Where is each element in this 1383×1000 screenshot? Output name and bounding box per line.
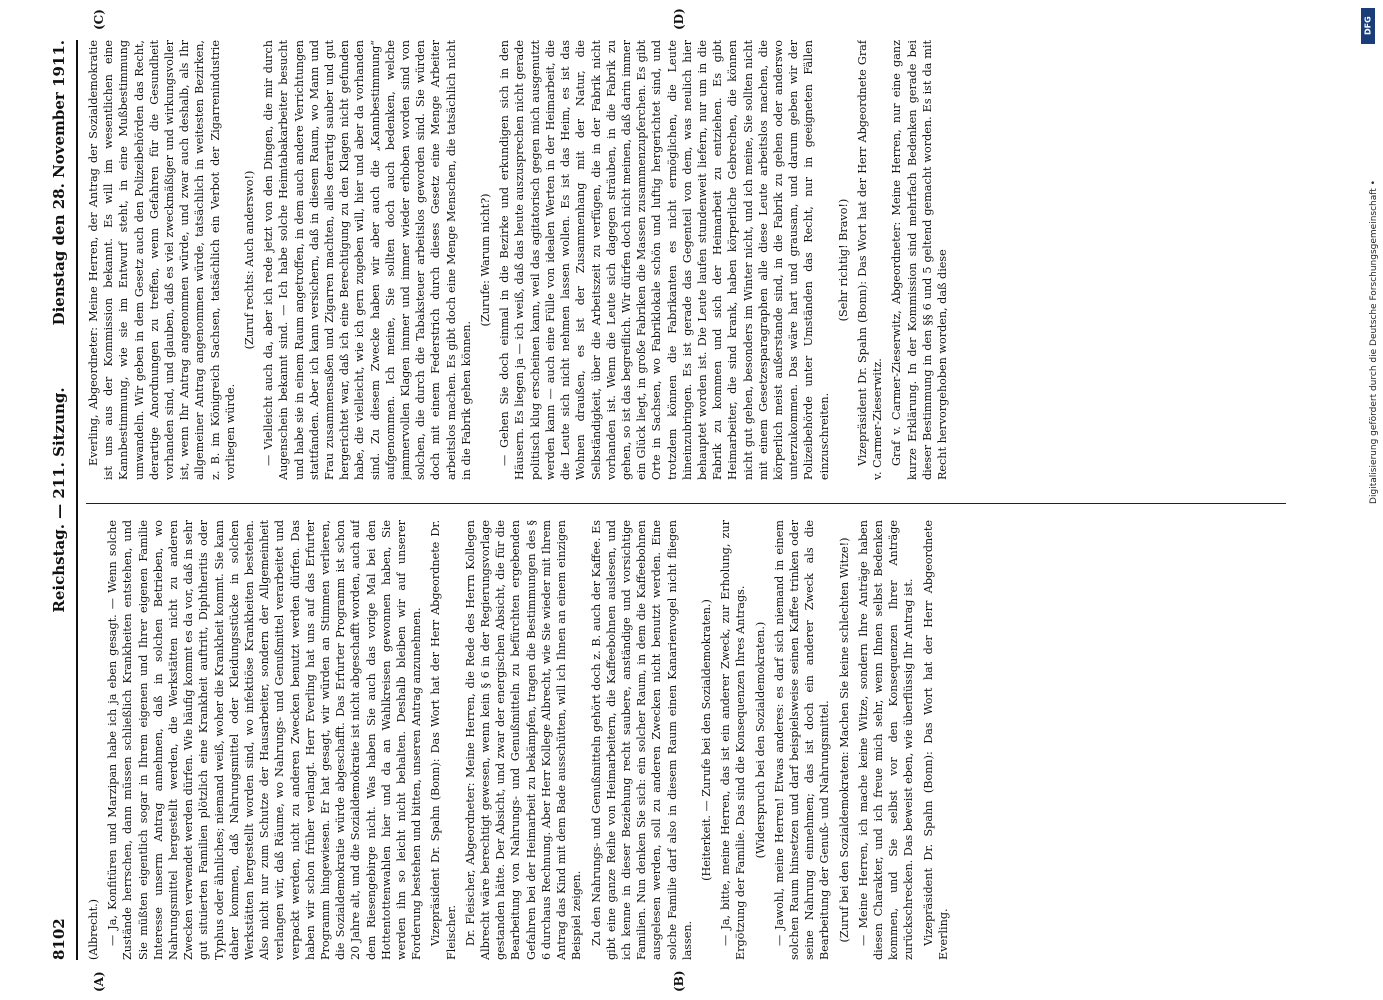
paragraph: Zu den Nahrungs- und Genußmitteln gehört doch z. B. auch der Kaffee. Es gibt eine ganze Reihe von Heimarbeitern, die Kaffeebohnen auslesen, und ich kenne in dieser Beziehung recht saubere, anständige und vorsichtige Familien. Nun denken Sie sich: ein solcher Raum, in dem die Kaffeebohnen ausgelesen werden, soll zu anderen Zwecken nicht benutzt werden. Eine solche Familie darf also in diesem Raum einen Kanarienvogel nicht fliegen lassen.	[589, 520, 694, 960]
interjection: (Zuruf bei den Sozialdemokraten: Machen Sie keine schlechten Witze!)	[837, 537, 851, 943]
interjection: (Zuruf rechts: Auch anderswo!)	[243, 170, 257, 350]
paragraph: Vizepräsident Dr. Spahn (Bonn): Das Wort hat der Herr Abgeordnete Everling.	[921, 520, 950, 960]
paragraph: — Jawohl, meine Herren! Etwas anderes: es darf sich niemand in einem solchen Raum hinsetzen und darf beispielsweise seinen Kaffee trinken oder seine Nahrung einnehmen; das ist doch ein anderer Zweck als die Bearbeitung der Genuß- und Nahrungsmittel.	[772, 520, 832, 960]
margin-mark-a: (A)	[92, 971, 106, 992]
paragraph: — Meine Herren, ich mache keine Witze, sondern Ihre Anträge haben diesen Charakter, und ich freue mich sehr, wenn Ihnen selbst Bedenken kommen, und Sie selbst vor den Konsequenzen Ihrer Anträge zurückschrecken. Das beweist eben, wie überflüssig Ihr Antrag ist.	[856, 520, 916, 960]
speaker-continuation: (Albrecht.)	[87, 898, 100, 960]
interjection: (Sehr richtig! Bravo!)	[836, 198, 850, 322]
paragraph: Graf v. Carmer-Zieserwitz, Abgeordneter: Meine Herren, nur eine ganz kurze Erklärung. In der Kommission sind mehrfach Bedenken gerade bei dieser Bestimmung in den §§ 6 und 5 geltend gemacht worden. Es ist da mit Recht hervorgehoben worden, daß diese	[890, 40, 949, 480]
page-number: 8102	[50, 918, 68, 960]
paragraph: — Gehen Sie doch einmal in die Bezirke und erkundigen sich in den Häusern. Es liegen ja — ich weiß, daß das heute auszusprechen nicht gerade politisch klug erscheinen kann, weil das agitatorisch gegen mich ausgenutzt werden kann — auch eine Fülle von idealen Werten in der Heimarbeit, die die Leute sich nicht nehmen lassen wollen. Es ist das Heim, es ist das Wohnen draußen, es ist der Zusammenhang mit der Natur, die Selbständigkeit, über die Arbeitszeit zu verfügen, die in der Fabrik nicht vorhanden ist. Wenn die Leute sich dagegen sträuben, in die Fabrik zu gehen, so ist das begreiflich. Wir dürfen doch nicht meinen, daß darin immer ein Glück liegt, in große Fabriken die Massen zusammenzupferchen. Es gibt Orte in Sachsen, wo Fabriklokale schön und luftig hergerichtet sind, und trotzdem können die Fabrikanten es nicht ermöglichen, die Leute hineinzubringen. Es ist gerade das Gegenteil von dem, was neulich hier behauptet worden ist. Die Leute laufen stundenweit liefern, nur um in die Fabrik zu kommen und sich der Heimarbeit zu entziehen. Es gibt Heimarbeiter, die sind krank, haben körperliche Gebrechen, die können nicht gut gehen, besonders im Winter nicht, und ich meine, Sie sollten nicht mit einem Gesetzesparagraphen alle diese Leute arbeitslos machen, die körperlich meist außerstande sind, in die Fabrik zu gehen oder anderswo unterzukommen. Das wäre hart und grausam, und darum geben wir der Polizeibehörde unter Umständen das Recht, nur in geeigneten Fällen einzuschreiten.	[498, 40, 831, 480]
paragraph: — Ja, bitte, meine Herren, das ist ein anderer Zweck, zur Erholung, zur Ergötzung der Familie. Das sind die Konsequenzen Ihres Antrags.	[719, 520, 748, 960]
dfg-logo: DFG	[1361, 8, 1375, 44]
margin-mark-d: (D)	[672, 8, 686, 30]
margin-mark-b: (B)	[672, 970, 686, 992]
right-column	[86, 40, 1296, 480]
interjection: (Heiterkeit. — Zurufe bei den Sozialdemokraten.)	[699, 599, 713, 881]
session-date: Dienstag den 28. November 1911.	[50, 40, 68, 326]
session-title: Reichstag. — 211. Sitzung.	[50, 387, 68, 613]
paragraph: Vizepräsident Dr. Spahn (Bonn): Das Wort hat der Herr Abgeordnete Dr. Fleischer.	[429, 520, 458, 960]
digitization-credit: Digitalisierung gefördert durch die Deutsche Forschungsgemeinschaft •	[1369, 180, 1379, 504]
paragraph: Vizepräsident Dr. Spahn (Bonn): Das Wort hat der Herr Abgeordnete Graf v. Carmer-Zieserwitz.	[855, 40, 885, 480]
page-header	[50, 40, 74, 960]
margin-mark-c: (C)	[92, 9, 106, 30]
header-rule	[76, 40, 78, 960]
paragraph: Dr. Fleischer, Abgeordneter: Meine Herren, die Rede des Herrn Kollegen Albrecht wäre berechtigt gewesen, wenn kein § 6 in der Regierungsvorlage gestanden hätte. Der Absicht, und zwar der energischen Absicht, die für die Bearbeitung von Nahrungs- und Genußmitteln zu befürchten ergebenden Gefahren bei der Heimarbeit zu bekämpfen, tragen die Bestimmungen des § 6 durchaus Rechnung. Aber Herr Kollege Albrecht, wie Sie wieder mit Ihrem Antrag das Kind mit dem Bade ausschütten, will ich Ihnen an einem einzigen Beispiel zeigen.	[463, 520, 584, 960]
interjection: (Widerspruch bei den Sozialdemokraten.)	[753, 621, 767, 859]
interjection: (Zurufe: Warum nicht?)	[479, 193, 493, 327]
paragraph: Everling, Abgeordneter: Meine Herren, der Antrag der Sozialdemokratie ist uns aus der Kommission bekannt. Es will im wesentlichen eine Kannbestimmung, wie sie im Entwurf steht, in eine Mußbestimmung umwandeln. Wir geben in dem Gesetz auch den Polizeibehörden das Recht, derartige Anordnungen zu treffen, wenn Gefahren für die Gesundheit vorhanden sind, und glauben, daß es viel zweckmäßiger und wirkungsvoller ist, wenn Ihr Antrag angenommen würde, und zwar auch deshalb, als Ihr allgemeiner Antrag angenommen würde, tatsächlich in weitesten Bezirken, z. B. im Königreich Sachsen, tatsächlich ein Verbot der Zigarrenindustrie vorliegen würde.	[87, 40, 237, 480]
paragraph: — Vielleicht auch da, aber ich rede jetzt von den Dingen, die mir durch Augenschein bekannt sind. — Ich habe solche Heimtabakarbeiter besucht und habe sie in einem Raum angetroffen, in dem auch andere Verrichtungen stattfanden. Aber ich kann versichern, daß in diesem Raum, wo Mann und Frau zusammensaßen und Zigarren machten, alles derartig sauber und gut hergerichtet war, daß ich eine Berechtigung zu den Klagen nicht gefunden habe, die vielleicht, wie ich gern zugeben will, hier und aber da vorhanden sind. Zu diesem Zwecke haben wir aber auch die „Kannbestimmung“ aufgenommen. Ich meine, Sie sollten doch auch bedenken, welche jammervollen Klagen immer und immer wieder erhoben worden sind von solchen, die durch die Tabaksteuer arbeitslos geworden sind. Sie würden doch mit einem Federstrich durch dieses Gesetz eine Menge Arbeiter arbeitslos machen. Es gibt doch eine Menge Menschen, die tatsächlich nicht in die Fabrik gehen können.	[262, 40, 473, 480]
paragraph: — Ja, Konfitüren und Marzipan habe ich ja eben gesagt. — Wenn solche Zustände herrschen, dann müssen schließlich Krankheiten entstehen, und Sie müßten eigentlich sogar in Ihrem eigenen und Ihrer eigenen Familie Interesse unserm Antrag annehmen, daß in solchen Betrieben, wo Nahrungsmittel hergestellt werden, die Werkstätten nicht zu anderen Zwecken verwendet werden dürfen. Wie häufig kommt es da vor, daß in sehr gut situierten Familien plötzlich eine Krankheit auftritt, Diphtheritis oder Typhus oder ähnliches; niemand weiß, woher die Krankheit kommt. Sie kann daher kommen, daß Nahrungsmittel oder Kleidungsstücke in solchen Werkstätten hergestellt worden sind, wo infektiöse Krankheiten bestehen. Also nicht nur zum Schutze der Hausarbeiter, sondern der Allgemeinheit verlangen wir, daß Räume, wo Nahrungs- und Genußmittel verarbeitet und verpackt werden, nicht zu anderen Zwecken benutzt werden dürfen. Das haben wir schon früher verlangt. Herr Everling hat uns auf das Erfurter Programm hingewiesen. Er hat gesagt, wir würden an Stimmen verlieren, die Sozialdemokratie würde abgeschafft. Das Erfurter Programm ist schon 20 Jahre alt, und die Sozialdemokratie ist nicht abgeschafft worden, auch auf dem Riesengebirge nicht. Was haben Sie auch das vorige Mal bei den Hottentottenwahlen hier und da an Wahlkreisen gewonnen haben, Sie werden ihn so leicht nicht behalten. Deshalb bleiben wir auf unserer Forderung bestehen und bitten, unseren Antrag anzunehmen.	[106, 520, 424, 960]
column-divider	[86, 503, 1286, 504]
left-column	[86, 520, 1296, 960]
